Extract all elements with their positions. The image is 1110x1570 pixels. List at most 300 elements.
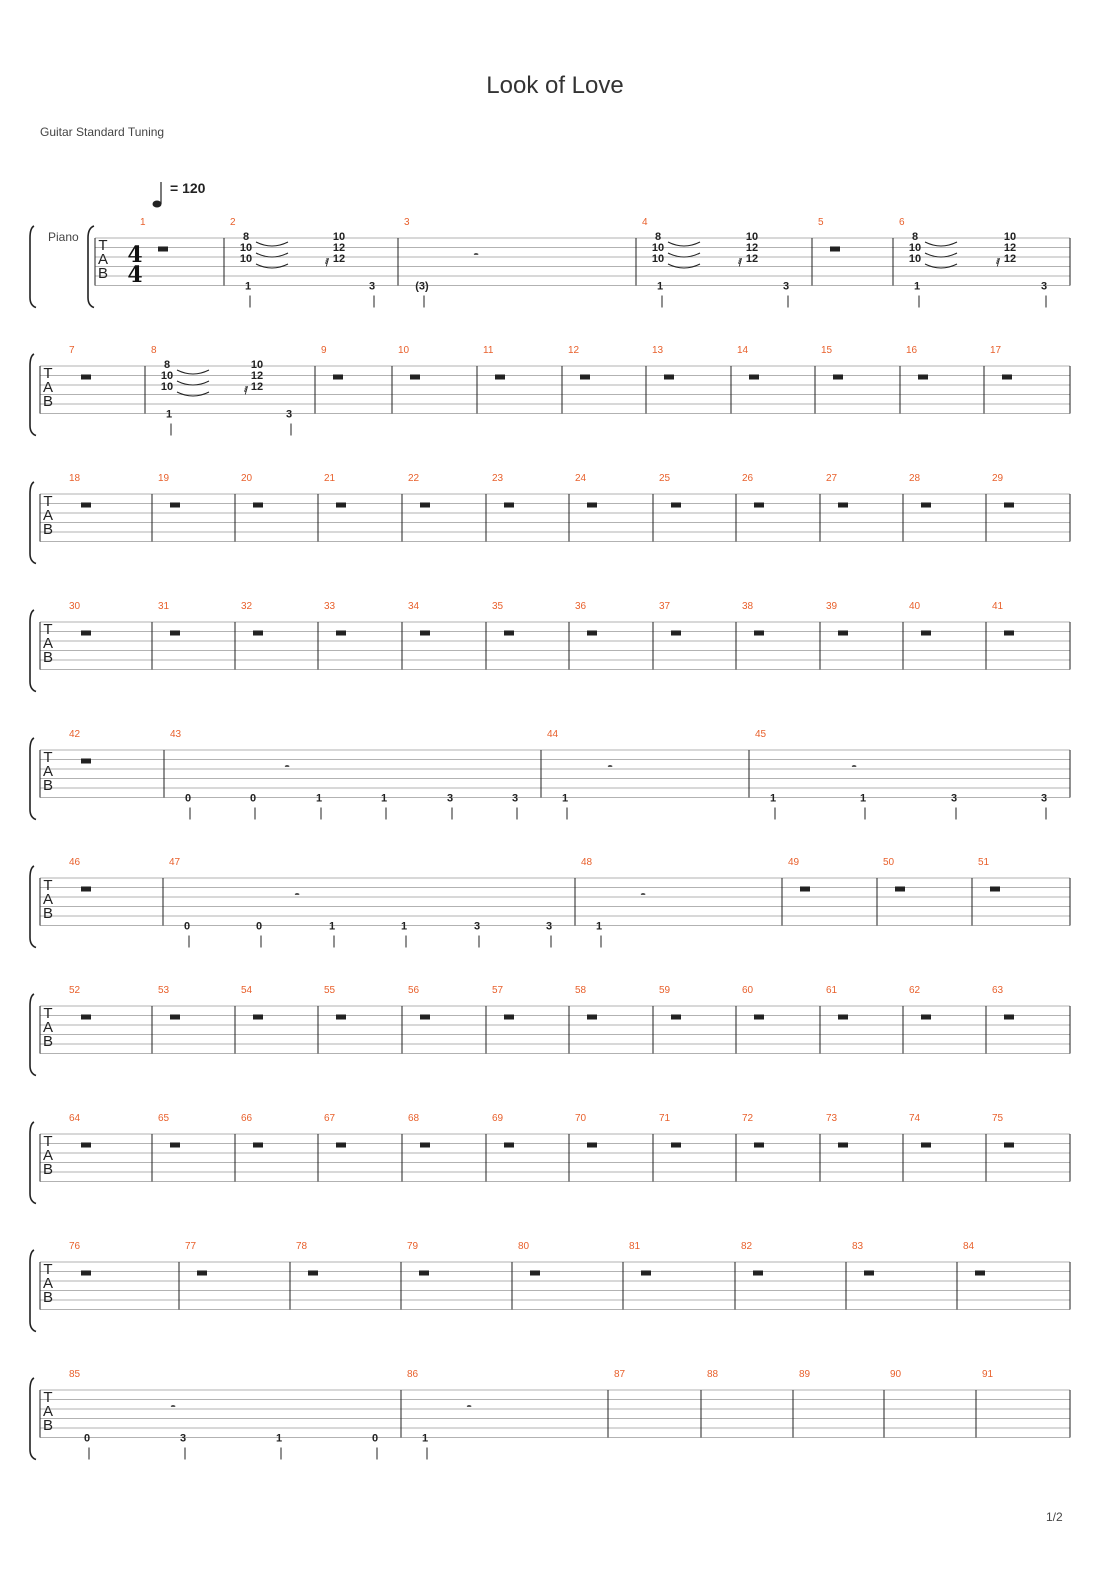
bass-fret: 3 bbox=[179, 1432, 187, 1445]
whole-rest bbox=[253, 1143, 263, 1148]
system-brace bbox=[30, 610, 36, 692]
tab-clef-letter: A bbox=[42, 635, 54, 652]
tab-clef-letter: A bbox=[97, 251, 109, 268]
bass-fret: 3 bbox=[782, 280, 790, 293]
whole-rest bbox=[253, 503, 263, 508]
measure-number: 63 bbox=[992, 985, 1004, 996]
tab-clef-letter: T bbox=[43, 1389, 53, 1406]
bass-fret: 1 bbox=[421, 1432, 429, 1445]
measure-number: 44 bbox=[547, 729, 559, 740]
staff-system bbox=[30, 866, 1070, 948]
whole-rest bbox=[921, 1143, 931, 1148]
measure-number: 45 bbox=[755, 729, 767, 740]
tab-clef-letter: T bbox=[43, 877, 53, 894]
measure-number: 59 bbox=[659, 985, 671, 996]
measure-number: 64 bbox=[69, 1113, 81, 1124]
tab-clef-letter: B bbox=[42, 777, 54, 794]
measure-number: 35 bbox=[492, 601, 504, 612]
tie-arc bbox=[925, 253, 957, 257]
tab-clef-letter: B bbox=[42, 1033, 54, 1050]
whole-rest bbox=[830, 247, 840, 252]
whole-rest bbox=[671, 503, 681, 508]
bass-fret: 3 bbox=[511, 792, 519, 805]
chord-fret: 8 bbox=[911, 231, 919, 243]
whole-rest bbox=[800, 887, 810, 892]
whole-rest bbox=[81, 887, 91, 892]
bass-fret: 1 bbox=[380, 792, 388, 805]
whole-rest bbox=[838, 1143, 848, 1148]
measure-number: 58 bbox=[575, 985, 587, 996]
whole-rest bbox=[504, 1015, 514, 1020]
chord-fret: 10 bbox=[160, 381, 174, 393]
chord-fret: 12 bbox=[1003, 242, 1017, 254]
measure-number: 5 bbox=[818, 217, 824, 228]
system-brace bbox=[30, 354, 36, 436]
whole-rest bbox=[1004, 631, 1014, 636]
measure-number: 74 bbox=[909, 1113, 921, 1124]
bass-fret: 1 bbox=[315, 792, 323, 805]
whole-rest bbox=[895, 887, 905, 892]
measure-number: 27 bbox=[826, 473, 838, 484]
measure-number: 77 bbox=[185, 1241, 197, 1252]
chord-fret: 10 bbox=[332, 231, 346, 243]
tie-arc bbox=[256, 264, 288, 268]
measure-number: 10 bbox=[398, 345, 410, 356]
measure-number: 70 bbox=[575, 1113, 587, 1124]
measure-number: 42 bbox=[69, 729, 81, 740]
measure-number: 11 bbox=[483, 345, 494, 356]
bass-fret: 3 bbox=[446, 792, 454, 805]
tab-clef-letter: A bbox=[42, 507, 54, 524]
measure-number: 17 bbox=[990, 345, 1002, 356]
tie-arc bbox=[925, 264, 957, 268]
whole-rest bbox=[671, 1143, 681, 1148]
bass-fret: 1 bbox=[244, 280, 252, 293]
tempo-marking: = 120 bbox=[170, 180, 206, 196]
whole-rest bbox=[81, 1143, 91, 1148]
staff-system bbox=[30, 994, 1070, 1076]
measure-number: 90 bbox=[890, 1369, 902, 1380]
measure-number: 31 bbox=[158, 601, 170, 612]
measure-number: 46 bbox=[69, 857, 81, 868]
whole-rest bbox=[410, 375, 420, 380]
bass-fret: 3 bbox=[545, 920, 553, 933]
sixteenth-rest: 𝅀 bbox=[738, 257, 743, 269]
whole-rest bbox=[253, 1015, 263, 1020]
whole-rest bbox=[753, 1271, 763, 1276]
chord-fret: 10 bbox=[239, 242, 253, 254]
measure-number: 29 bbox=[992, 473, 1004, 484]
tab-clef-letter: A bbox=[42, 1275, 54, 1292]
measure-number: 33 bbox=[324, 601, 336, 612]
whole-rest bbox=[864, 1271, 874, 1276]
instrument-label: Piano bbox=[48, 230, 79, 244]
whole-rest bbox=[1004, 1143, 1014, 1148]
whole-rest bbox=[197, 1271, 207, 1276]
bass-fret: 1 bbox=[769, 792, 777, 805]
measure-number: 7 bbox=[69, 345, 75, 356]
measure-number: 78 bbox=[296, 1241, 308, 1252]
whole-rest bbox=[1004, 503, 1014, 508]
whole-rest bbox=[921, 1015, 931, 1020]
staff-system bbox=[30, 610, 1070, 692]
tab-clef-letter: T bbox=[43, 365, 53, 382]
whole-rest bbox=[838, 503, 848, 508]
bass-fret: (3) bbox=[415, 280, 429, 293]
measure-number: 66 bbox=[241, 1113, 253, 1124]
half-rest: 𝄼 bbox=[474, 249, 479, 261]
measure-number: 83 bbox=[852, 1241, 864, 1252]
measure-number: 48 bbox=[581, 857, 593, 868]
whole-rest bbox=[921, 631, 931, 636]
whole-rest bbox=[1002, 375, 1012, 380]
measure-number: 65 bbox=[158, 1113, 170, 1124]
tie-arc bbox=[177, 392, 209, 396]
measure-number: 56 bbox=[408, 985, 420, 996]
whole-rest bbox=[81, 1015, 91, 1020]
chord-fret: 12 bbox=[250, 381, 264, 393]
bass-fret: 3 bbox=[473, 920, 481, 933]
system-brace bbox=[30, 738, 36, 820]
whole-rest bbox=[81, 375, 91, 380]
whole-rest bbox=[336, 1015, 346, 1020]
chord-fret: 10 bbox=[1003, 231, 1017, 243]
measure-number: 26 bbox=[742, 473, 754, 484]
whole-rest bbox=[664, 375, 674, 380]
tab-clef-letter: A bbox=[42, 1019, 54, 1036]
tab-clef-letter: A bbox=[42, 379, 54, 396]
measure-number: 39 bbox=[826, 601, 838, 612]
measure-number: 86 bbox=[407, 1369, 419, 1380]
staff-system bbox=[30, 1122, 1070, 1204]
whole-rest bbox=[333, 375, 343, 380]
tie-arc bbox=[925, 242, 957, 246]
measure-number: 76 bbox=[69, 1241, 81, 1252]
system-brace bbox=[30, 1378, 36, 1460]
tie-arc bbox=[256, 253, 288, 257]
whole-rest bbox=[587, 1015, 597, 1020]
chord-fret: 12 bbox=[250, 370, 264, 382]
whole-rest bbox=[81, 631, 91, 636]
bass-fret: 3 bbox=[950, 792, 958, 805]
whole-rest bbox=[833, 375, 843, 380]
measure-number: 28 bbox=[909, 473, 921, 484]
tab-clef-letter: B bbox=[42, 1417, 54, 1434]
system-brace bbox=[30, 994, 36, 1076]
tempo-note-head bbox=[153, 201, 162, 208]
whole-rest bbox=[921, 503, 931, 508]
page-number: 1/2 bbox=[1046, 1510, 1063, 1524]
measure-number: 40 bbox=[909, 601, 921, 612]
tab-clef-letter: A bbox=[42, 891, 54, 908]
whole-rest bbox=[308, 1271, 318, 1276]
measure-number: 32 bbox=[241, 601, 253, 612]
whole-rest bbox=[81, 503, 91, 508]
tab-clef-letter: A bbox=[42, 1147, 54, 1164]
bass-fret: 1 bbox=[165, 408, 173, 421]
whole-rest bbox=[671, 1015, 681, 1020]
whole-rest bbox=[81, 1271, 91, 1276]
measure-number: 60 bbox=[742, 985, 754, 996]
measure-number: 6 bbox=[899, 217, 905, 228]
measure-number: 47 bbox=[169, 857, 181, 868]
measure-number: 69 bbox=[492, 1113, 504, 1124]
whole-rest bbox=[336, 503, 346, 508]
whole-rest bbox=[420, 1143, 430, 1148]
bass-fret: 0 bbox=[371, 1432, 379, 1445]
measure-number: 72 bbox=[742, 1113, 754, 1124]
whole-rest bbox=[420, 631, 430, 636]
measure-number: 91 bbox=[982, 1369, 994, 1380]
chord-fret: 10 bbox=[651, 242, 665, 254]
whole-rest bbox=[580, 375, 590, 380]
whole-rest bbox=[336, 1143, 346, 1148]
tab-clef-letter: B bbox=[97, 265, 109, 282]
whole-rest bbox=[336, 631, 346, 636]
bass-fret: 0 bbox=[249, 792, 257, 805]
tie-arc bbox=[668, 264, 700, 268]
whole-rest bbox=[253, 631, 263, 636]
whole-rest bbox=[420, 503, 430, 508]
whole-rest bbox=[671, 631, 681, 636]
chord-fret: 12 bbox=[745, 253, 759, 265]
measure-number: 88 bbox=[707, 1369, 719, 1380]
whole-rest bbox=[530, 1271, 540, 1276]
sixteenth-rest: 𝅀 bbox=[244, 385, 249, 397]
half-rest: 𝄼 bbox=[852, 761, 857, 773]
measure-number: 61 bbox=[826, 985, 838, 996]
tie-arc bbox=[177, 381, 209, 385]
tab-clef-letter: T bbox=[43, 493, 53, 510]
tab-clef-letter: T bbox=[43, 749, 53, 766]
bass-fret: 1 bbox=[275, 1432, 283, 1445]
measure-number: 2 bbox=[230, 217, 236, 228]
measure-number: 55 bbox=[324, 985, 336, 996]
measure-number: 37 bbox=[659, 601, 671, 612]
whole-rest bbox=[504, 1143, 514, 1148]
tab-clef-letter: B bbox=[42, 649, 54, 666]
measure-number: 21 bbox=[324, 473, 336, 484]
chord-fret: 8 bbox=[242, 231, 250, 243]
tab-clef-letter: B bbox=[42, 905, 54, 922]
chord-fret: 8 bbox=[163, 359, 171, 371]
tab-clef-letter: B bbox=[42, 1289, 54, 1306]
measure-number: 22 bbox=[408, 473, 420, 484]
system-brace bbox=[30, 1250, 36, 1332]
tie-arc bbox=[668, 253, 700, 257]
whole-rest bbox=[749, 375, 759, 380]
measure-number: 81 bbox=[629, 1241, 641, 1252]
tab-clef-letter: T bbox=[43, 1261, 53, 1278]
chord-fret: 10 bbox=[160, 370, 174, 382]
measure-number: 24 bbox=[575, 473, 587, 484]
bass-fret: 3 bbox=[1040, 792, 1048, 805]
measure-number: 75 bbox=[992, 1113, 1004, 1124]
bass-fret: 1 bbox=[859, 792, 867, 805]
chord-fret: 8 bbox=[654, 231, 662, 243]
measure-number: 54 bbox=[241, 985, 253, 996]
chord-fret: 12 bbox=[745, 242, 759, 254]
whole-rest bbox=[754, 1015, 764, 1020]
chord-fret: 10 bbox=[908, 242, 922, 254]
whole-rest bbox=[754, 1143, 764, 1148]
measure-number: 89 bbox=[799, 1369, 811, 1380]
measure-number: 19 bbox=[158, 473, 170, 484]
chord-fret: 10 bbox=[745, 231, 759, 243]
bass-fret: 1 bbox=[656, 280, 664, 293]
measure-number: 41 bbox=[992, 601, 1004, 612]
bass-fret: 0 bbox=[83, 1432, 91, 1445]
measure-number: 82 bbox=[741, 1241, 753, 1252]
system-bracket bbox=[88, 226, 94, 308]
half-rest: 𝄼 bbox=[467, 1401, 472, 1413]
sixteenth-rest: 𝅀 bbox=[325, 257, 330, 269]
measure-number: 71 bbox=[659, 1113, 671, 1124]
whole-rest bbox=[1004, 1015, 1014, 1020]
tab-clef-letter: T bbox=[43, 621, 53, 638]
measure-number: 1 bbox=[140, 217, 146, 228]
half-rest: 𝄼 bbox=[641, 889, 646, 901]
half-rest: 𝄼 bbox=[285, 761, 290, 773]
tab-clef-letter: A bbox=[42, 1403, 54, 1420]
whole-rest bbox=[587, 631, 597, 636]
whole-rest bbox=[838, 631, 848, 636]
system-brace bbox=[30, 866, 36, 948]
whole-rest bbox=[495, 375, 505, 380]
bass-fret: 1 bbox=[400, 920, 408, 933]
staff-system bbox=[30, 482, 1070, 564]
measure-number: 3 bbox=[404, 217, 410, 228]
chord-fret: 12 bbox=[332, 242, 346, 254]
whole-rest bbox=[641, 1271, 651, 1276]
measure-number: 9 bbox=[321, 345, 327, 356]
measure-number: 49 bbox=[788, 857, 800, 868]
whole-rest bbox=[918, 375, 928, 380]
staff-system bbox=[30, 354, 1070, 436]
bass-fret: 1 bbox=[328, 920, 336, 933]
measure-number: 8 bbox=[151, 345, 157, 356]
measure-number: 53 bbox=[158, 985, 170, 996]
chord-fret: 10 bbox=[239, 253, 253, 265]
time-signature-bottom: 4 bbox=[127, 262, 143, 288]
whole-rest bbox=[170, 1015, 180, 1020]
whole-rest bbox=[170, 503, 180, 508]
bass-fret: 3 bbox=[368, 280, 376, 293]
song-title: Look of Love bbox=[486, 72, 624, 99]
whole-rest bbox=[420, 1015, 430, 1020]
system-brace bbox=[30, 226, 36, 308]
measure-number: 15 bbox=[821, 345, 833, 356]
half-rest: 𝄼 bbox=[608, 761, 613, 773]
tab-clef-letter: B bbox=[42, 1161, 54, 1178]
tab-clef-letter: T bbox=[98, 237, 108, 254]
measure-number: 34 bbox=[408, 601, 420, 612]
tab-clef-letter: T bbox=[43, 1005, 53, 1022]
bass-fret: 0 bbox=[183, 920, 191, 933]
tie-arc bbox=[177, 370, 209, 374]
bass-fret: 3 bbox=[285, 408, 293, 421]
measure-number: 73 bbox=[826, 1113, 838, 1124]
whole-rest bbox=[587, 1143, 597, 1148]
whole-rest bbox=[170, 631, 180, 636]
whole-rest bbox=[170, 1143, 180, 1148]
measure-number: 14 bbox=[737, 345, 749, 356]
measure-number: 16 bbox=[906, 345, 918, 356]
bass-fret: 1 bbox=[913, 280, 921, 293]
tab-clef-letter: B bbox=[42, 521, 54, 538]
measure-number: 12 bbox=[568, 345, 580, 356]
measure-number: 23 bbox=[492, 473, 504, 484]
whole-rest bbox=[158, 247, 168, 252]
whole-rest bbox=[838, 1015, 848, 1020]
measure-number: 79 bbox=[407, 1241, 419, 1252]
chord-fret: 10 bbox=[908, 253, 922, 265]
measure-number: 18 bbox=[69, 473, 81, 484]
tie-arc bbox=[256, 242, 288, 246]
chord-fret: 12 bbox=[332, 253, 346, 265]
whole-rest bbox=[975, 1271, 985, 1276]
measure-number: 50 bbox=[883, 857, 895, 868]
staff-system bbox=[30, 1250, 1070, 1332]
measure-number: 36 bbox=[575, 601, 587, 612]
whole-rest bbox=[754, 503, 764, 508]
sixteenth-rest: 𝅀 bbox=[996, 257, 1001, 269]
measure-number: 85 bbox=[69, 1369, 81, 1380]
tab-clef-letter: B bbox=[42, 393, 54, 410]
tuning-label: Guitar Standard Tuning bbox=[40, 125, 165, 139]
measure-number: 51 bbox=[978, 857, 990, 868]
whole-rest bbox=[504, 503, 514, 508]
chord-fret: 10 bbox=[651, 253, 665, 265]
time-signature-top: 4 bbox=[127, 242, 143, 268]
measure-number: 30 bbox=[69, 601, 81, 612]
measure-number: 87 bbox=[614, 1369, 626, 1380]
chord-fret: 10 bbox=[250, 359, 264, 371]
measure-number: 62 bbox=[909, 985, 921, 996]
whole-rest bbox=[754, 631, 764, 636]
tab-clef-letter: A bbox=[42, 763, 54, 780]
tie-arc bbox=[668, 242, 700, 246]
measure-number: 80 bbox=[518, 1241, 530, 1252]
whole-rest bbox=[504, 631, 514, 636]
whole-rest bbox=[419, 1271, 429, 1276]
measure-number: 4 bbox=[642, 217, 648, 228]
bass-fret: 1 bbox=[561, 792, 569, 805]
measure-number: 25 bbox=[659, 473, 671, 484]
whole-rest bbox=[81, 759, 91, 764]
measure-number: 52 bbox=[69, 985, 81, 996]
chord-fret: 12 bbox=[1003, 253, 1017, 265]
system-brace bbox=[30, 1122, 36, 1204]
bass-fret: 0 bbox=[255, 920, 263, 933]
system-brace bbox=[30, 482, 36, 564]
half-rest: 𝄼 bbox=[295, 889, 300, 901]
half-rest: 𝄼 bbox=[171, 1401, 176, 1413]
measure-number: 13 bbox=[652, 345, 664, 356]
whole-rest bbox=[587, 503, 597, 508]
measure-number: 67 bbox=[324, 1113, 336, 1124]
tab-clef-letter: T bbox=[43, 1133, 53, 1150]
measure-number: 38 bbox=[742, 601, 754, 612]
bass-fret: 1 bbox=[595, 920, 603, 933]
measure-number: 20 bbox=[241, 473, 253, 484]
staff-system bbox=[30, 738, 1070, 820]
bass-fret: 0 bbox=[184, 792, 192, 805]
measure-number: 68 bbox=[408, 1113, 420, 1124]
measure-number: 57 bbox=[492, 985, 504, 996]
measure-number: 43 bbox=[170, 729, 182, 740]
bass-fret: 3 bbox=[1040, 280, 1048, 293]
